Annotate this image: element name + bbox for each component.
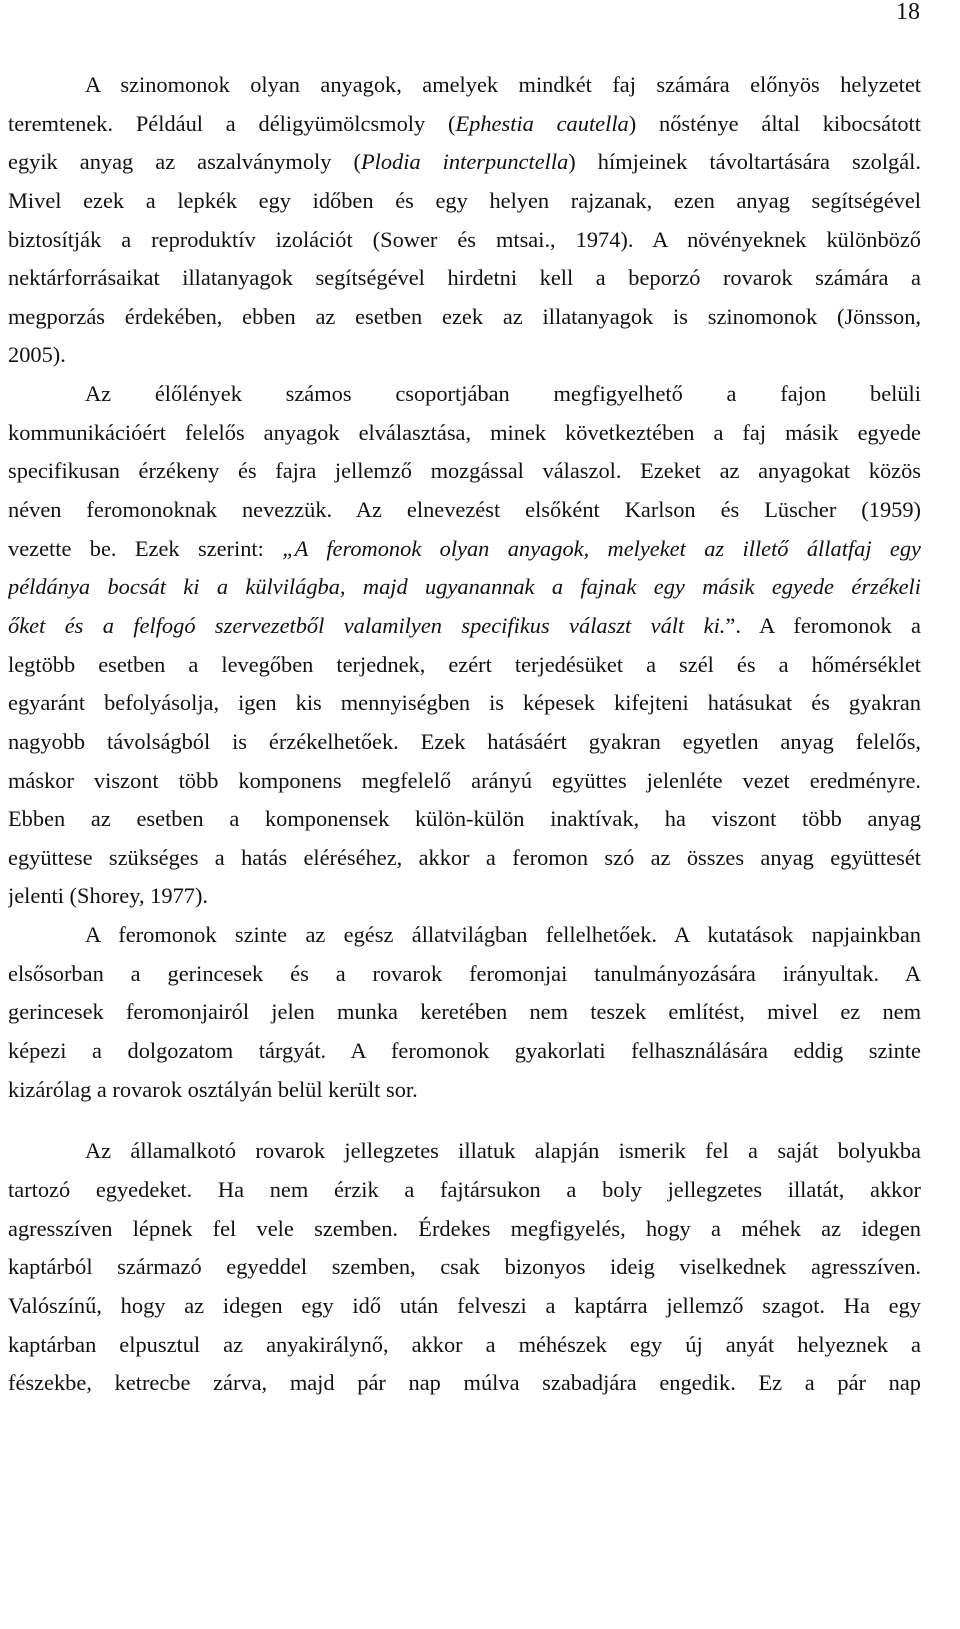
text-run: biztosítják a reproduktív izolációt (Sower és mtsai., 1974). A növényeknek különböző — [8, 226, 921, 252]
text-run: egyaránt befolyásolja, igen kis mennyiségben is képesek kifejteni hatásukat és gyakran — [8, 690, 921, 716]
text-run: együttese szükséges a hatás eléréséhez, akkor a feromon szó az összes anyag együttesét — [8, 844, 921, 870]
text-line — [8, 336, 921, 375]
text-run: máskor viszont több komponens megfelelő arányú együttes jelenléte vezet eredményre. — [8, 767, 921, 793]
body-text — [8, 66, 921, 1403]
text-run: kizárólag a rovarok osztályán belül került sor. — [8, 1076, 418, 1102]
text-line — [8, 105, 921, 144]
text-run: képezi a dolgozatom tárgyát. A feromonok gyakorlati felhasználására eddig szinte — [8, 1038, 921, 1064]
text-run: legtöbb esetben a levegőben terjednek, ezért terjedésüket a szél és a hőmérséklet — [8, 651, 921, 677]
text-run: teremtenek. Például a déligyümölcsmoly ( — [8, 110, 456, 136]
italic-text: Plodia interpunctella — [360, 149, 569, 175]
text-line — [8, 1326, 921, 1365]
text-line — [8, 568, 921, 607]
text-line — [8, 452, 921, 491]
text-line — [8, 259, 921, 298]
text-line — [8, 684, 921, 723]
text-line — [8, 646, 921, 685]
text-run: 2005). — [8, 342, 66, 368]
text-line — [8, 723, 921, 762]
text-run: megporzás érdekében, ebben az esetben ezek az illatanyagok is szinomonok (Jönsson, — [8, 303, 921, 329]
text-line — [8, 916, 921, 955]
italic-text: „A feromonok olyan anyagok, melyeket az illető állatfaj egy — [282, 535, 921, 561]
text-line — [8, 414, 921, 453]
text-line — [8, 298, 921, 337]
text-line — [8, 182, 921, 221]
text-run: agresszíven lépnek fel vele szemben. Érdekes megfigyelés, hogy a méhek az idegen — [8, 1215, 921, 1241]
text-run: kaptárból származó egyeddel szemben, csak bizonyos ideig viselkednek agresszíven. — [8, 1254, 921, 1280]
text-line — [8, 762, 921, 801]
text-run: Valószínű, hogy az idegen egy idő után felveszi a kaptárra jellemző szagot. Ha egy — [8, 1292, 921, 1318]
text-run: néven feromonoknak nevezzük. Az elnevezést elsőként Karlson és Lüscher (1959) — [8, 497, 921, 523]
text-line — [8, 607, 921, 646]
text-line — [8, 1071, 921, 1110]
text-line — [8, 1248, 921, 1287]
text-run: jelenti (Shorey, 1977). — [8, 883, 209, 909]
text-run: Az élőlények számos csoportjában megfigyelhető a fajon belüli — [85, 381, 921, 407]
text-line — [8, 1032, 921, 1071]
text-run: kaptárban elpusztul az anyakirálynő, akkor a méhészek egy új anyát helyeznek a — [8, 1331, 921, 1357]
text-line — [8, 1210, 921, 1249]
text-run: gerincesek feromonjairól jelen munka keretében nem teszek említést, mivel ez nem — [8, 999, 921, 1025]
text-line — [8, 839, 921, 878]
text-run: Mivel ezek a lepkék egy időben és egy helyen rajzanak, ezen anyag segítségével — [8, 187, 921, 213]
text-run: egyik anyag az aszalványmoly ( — [8, 149, 361, 175]
text-line — [8, 143, 921, 182]
italic-text: Ephestia cautella — [455, 110, 629, 136]
text-run: fészekbe, ketrecbe zárva, majd pár nap múlva szabadjára engedik. Ez a pár nap — [8, 1370, 921, 1396]
text-run: Az államalkotó rovarok jellegzetes illatuk alapján ismerik fel a saját bolyukba — [85, 1138, 921, 1164]
text-line — [8, 800, 921, 839]
italic-text: példánya bocsát ki a külvilágba, majd ugyanannak a fajnak egy másik egyede érzékeli — [8, 574, 921, 600]
page-number: 18 — [896, 0, 920, 25]
text-line — [8, 221, 921, 260]
text-run: ”. A feromonok a — [725, 612, 921, 638]
text-line — [8, 375, 921, 414]
text-run: specifikusan érzékeny és fajra jellemző mozgással válaszol. Ezeket az anyagokat közös — [8, 458, 921, 484]
text-run: ) hímjeinek távoltartására szolgál. — [568, 149, 921, 175]
italic-text: őket és a felfogó szervezetből valamilyen specifikus választ vált ki. — [8, 612, 726, 638]
text-line — [8, 1132, 921, 1171]
text-run: vezette be. Ezek szerint: — [8, 535, 283, 561]
text-line — [8, 491, 921, 530]
text-line — [8, 1171, 921, 1210]
text-run: nagyobb távolságból is érzékelhetőek. Ezek hatásáért gyakran egyetlen anyag felelős, — [8, 728, 921, 754]
text-line — [8, 1364, 921, 1403]
text-run: A feromonok szinte az egész állatvilágban fellelhetőek. A kutatások napjainkban — [85, 922, 921, 948]
text-line — [8, 877, 921, 916]
text-run: elsősorban a gerincesek és a rovarok feromonjai tanulmányozására irányultak. A — [8, 960, 921, 986]
text-line — [8, 1287, 921, 1326]
text-run: tartozó egyedeket. Ha nem érzik a fajtársukon a boly jellegzetes illatát, akkor — [8, 1176, 921, 1202]
text-run: Ebben az esetben a komponensek külön-külön inaktívak, ha viszont több anyag — [8, 806, 921, 832]
text-run: kommunikációért felelős anyagok elválasztása, minek következtében a faj másik egyede — [8, 419, 921, 445]
text-run: nektárforrásaikat illatanyagok segítségével hirdetni kell a beporzó rovarok számára a — [8, 265, 921, 291]
text-line — [8, 530, 921, 569]
text-line — [8, 955, 921, 994]
text-line — [8, 993, 921, 1032]
text-line — [8, 66, 921, 105]
text-run: ) nősténye által kibocsátott — [628, 110, 921, 136]
text-run: A szinomonok olyan anyagok, amelyek mindkét faj számára előnyös helyzetet — [85, 72, 921, 97]
